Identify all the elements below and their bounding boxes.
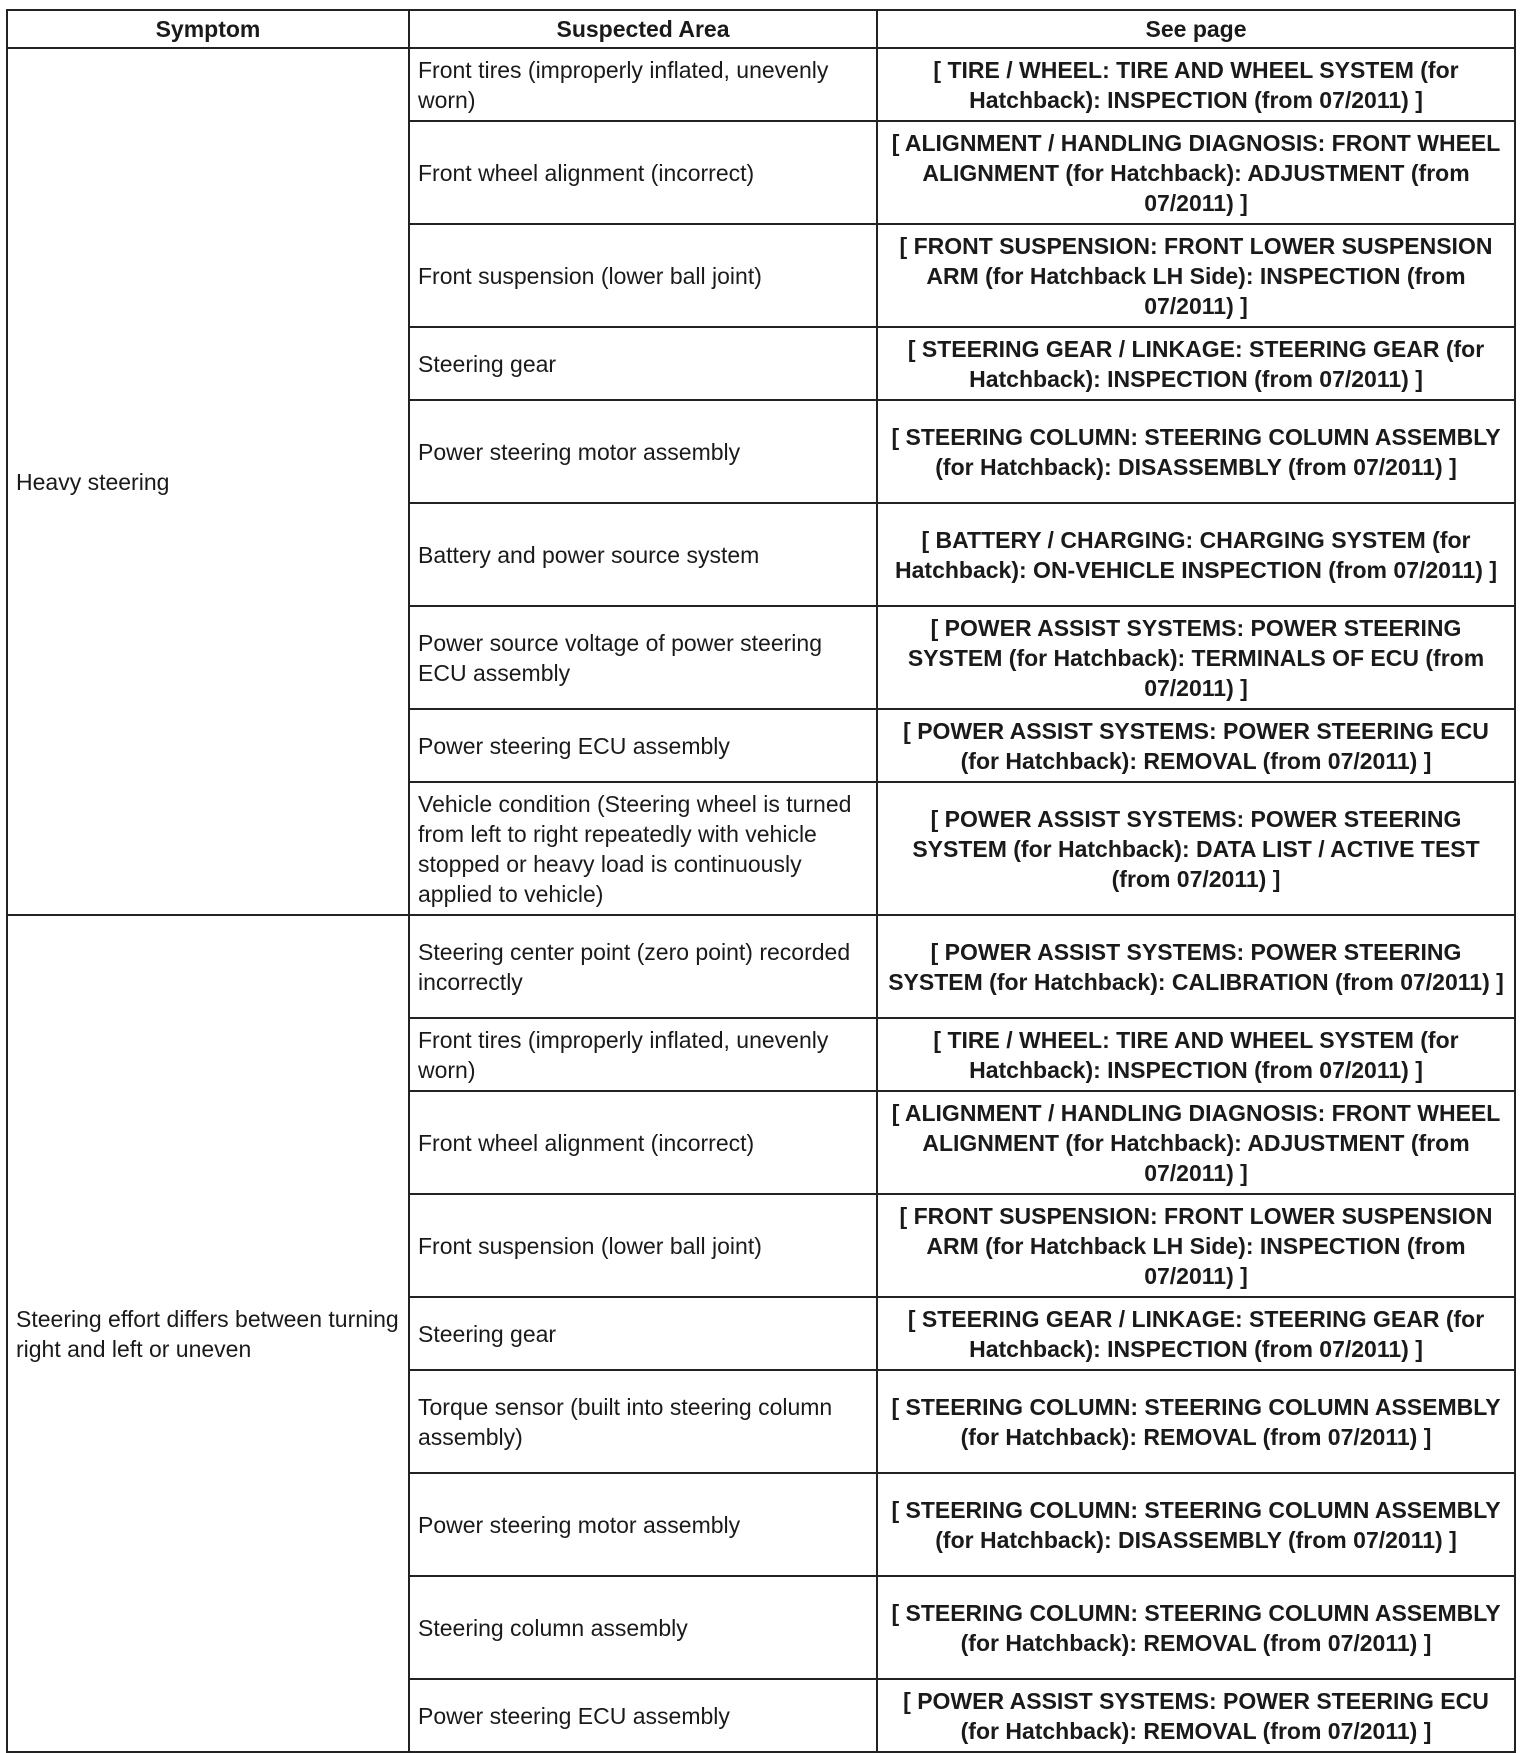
table-row [7, 48, 1515, 121]
see-page-link[interactable]: [ ALIGNMENT / HANDLING DIAGNOSIS: FRONT WHEEL ALIGNMENT (for Hatchback): ADJUSTMENT (from 07/2011) ] [877, 121, 1515, 224]
see-page-link[interactable]: [ STEERING COLUMN: STEERING COLUMN ASSEMBLY (for Hatchback): REMOVAL (from 07/2011) ] [877, 1576, 1515, 1679]
see-page-link[interactable]: [ STEERING COLUMN: STEERING COLUMN ASSEMBLY (for Hatchback): DISASSEMBLY (from 07/2011) ] [877, 1473, 1515, 1576]
table-row [7, 915, 1515, 1018]
suspected-area-cell: Battery and power source system [409, 503, 877, 606]
suspected-area-cell: Front tires (improperly inflated, unevenly worn) [409, 48, 877, 121]
header-see-page: See page [877, 10, 1515, 48]
see-page-link[interactable]: [ FRONT SUSPENSION: FRONT LOWER SUSPENSION ARM (for Hatchback LH Side): INSPECTION (from 07/2011) ] [877, 1194, 1515, 1297]
see-page-link[interactable]: [ STEERING COLUMN: STEERING COLUMN ASSEMBLY (for Hatchback): REMOVAL (from 07/2011) ] [877, 1370, 1515, 1473]
suspected-area-cell: Front wheel alignment (incorrect) [409, 121, 877, 224]
see-page-link[interactable]: [ STEERING GEAR / LINKAGE: STEERING GEAR (for Hatchback): INSPECTION (from 07/2011) ] [877, 1297, 1515, 1370]
suspected-area-cell: Power steering ECU assembly [409, 709, 877, 782]
suspected-area-cell: Front suspension (lower ball joint) [409, 1194, 877, 1297]
see-page-link[interactable]: [ BATTERY / CHARGING: CHARGING SYSTEM (for Hatchback): ON-VEHICLE INSPECTION (from 07/2011) ] [877, 503, 1515, 606]
symptom-cell: Heavy steering [7, 48, 409, 915]
suspected-area-cell: Power steering motor assembly [409, 1473, 877, 1576]
troubleshooting-table [6, 9, 1516, 1753]
suspected-area-cell: Steering gear [409, 1297, 877, 1370]
symptom-cell: Steering effort differs between turning right and left or uneven [7, 915, 409, 1752]
see-page-link[interactable]: [ POWER ASSIST SYSTEMS: POWER STEERING SYSTEM (for Hatchback): CALIBRATION (from 07/2011) ] [877, 915, 1515, 1018]
see-page-link[interactable]: [ STEERING COLUMN: STEERING COLUMN ASSEMBLY (for Hatchback): DISASSEMBLY (from 07/2011) ] [877, 400, 1515, 503]
suspected-area-cell: Front wheel alignment (incorrect) [409, 1091, 877, 1194]
suspected-area-cell: Steering gear [409, 327, 877, 400]
suspected-area-cell: Power source voltage of power steering ECU assembly [409, 606, 877, 709]
suspected-area-cell: Steering center point (zero point) recorded incorrectly [409, 915, 877, 1018]
suspected-area-cell: Power steering motor assembly [409, 400, 877, 503]
see-page-link[interactable]: [ POWER ASSIST SYSTEMS: POWER STEERING ECU (for Hatchback): REMOVAL (from 07/2011) ] [877, 1679, 1515, 1752]
see-page-link[interactable]: [ TIRE / WHEEL: TIRE AND WHEEL SYSTEM (for Hatchback): INSPECTION (from 07/2011) ] [877, 48, 1515, 121]
see-page-link[interactable]: [ POWER ASSIST SYSTEMS: POWER STEERING SYSTEM (for Hatchback): TERMINALS OF ECU (from 07/2011) ] [877, 606, 1515, 709]
suspected-area-cell: Power steering ECU assembly [409, 1679, 877, 1752]
suspected-area-cell: Steering column assembly [409, 1576, 877, 1679]
suspected-area-cell: Vehicle condition (Steering wheel is turned from left to right repeatedly with vehicle stopped or heavy load is continuously applied to vehicle) [409, 782, 877, 915]
table-body [7, 48, 1515, 1752]
see-page-link[interactable]: [ TIRE / WHEEL: TIRE AND WHEEL SYSTEM (for Hatchback): INSPECTION (from 07/2011) ] [877, 1018, 1515, 1091]
suspected-area-cell: Front suspension (lower ball joint) [409, 224, 877, 327]
header-symptom: Symptom [7, 10, 409, 48]
header-suspected-area: Suspected Area [409, 10, 877, 48]
see-page-link[interactable]: [ ALIGNMENT / HANDLING DIAGNOSIS: FRONT WHEEL ALIGNMENT (for Hatchback): ADJUSTMENT (from 07/2011) ] [877, 1091, 1515, 1194]
see-page-link[interactable]: [ POWER ASSIST SYSTEMS: POWER STEERING ECU (for Hatchback): REMOVAL (from 07/2011) ] [877, 709, 1515, 782]
header-row [7, 10, 1515, 48]
see-page-link[interactable]: [ STEERING GEAR / LINKAGE: STEERING GEAR (for Hatchback): INSPECTION (from 07/2011) ] [877, 327, 1515, 400]
suspected-area-cell: Torque sensor (built into steering column assembly) [409, 1370, 877, 1473]
see-page-link[interactable]: [ POWER ASSIST SYSTEMS: POWER STEERING SYSTEM (for Hatchback): DATA LIST / ACTIVE TEST (from 07/2011) ] [877, 782, 1515, 915]
suspected-area-cell: Front tires (improperly inflated, unevenly worn) [409, 1018, 877, 1091]
see-page-link[interactable]: [ FRONT SUSPENSION: FRONT LOWER SUSPENSION ARM (for Hatchback LH Side): INSPECTION (from 07/2011) ] [877, 224, 1515, 327]
